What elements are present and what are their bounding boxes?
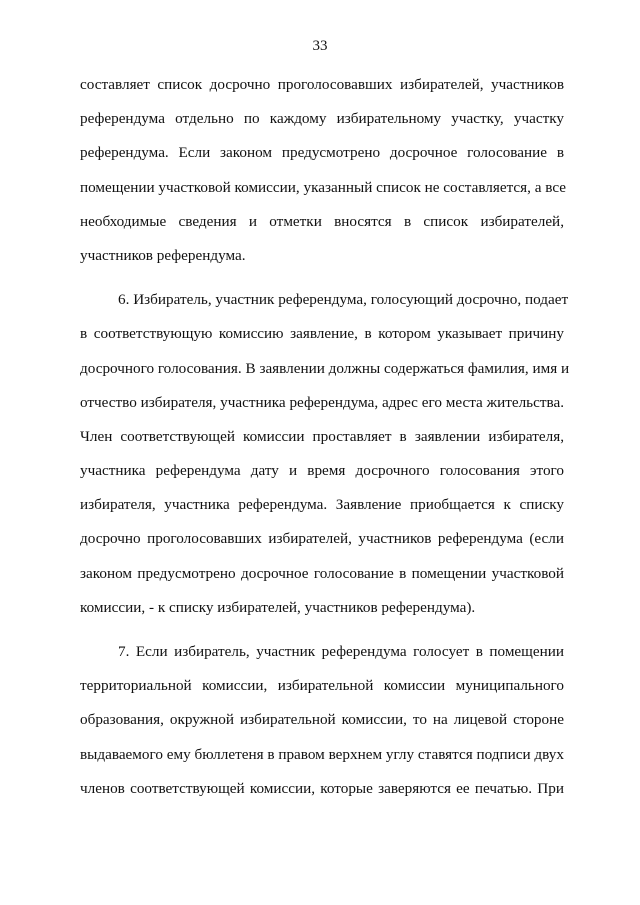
text-line: участника референдума дату и время досрочного голосования этого xyxy=(80,462,564,480)
text-line: законом предусмотрено досрочное голосование в помещении участковой xyxy=(80,564,564,582)
text-line: 6. Избиратель, участник референдума, голосующий досрочно, подает xyxy=(118,291,569,309)
paragraph-6 xyxy=(80,283,570,625)
text-line: необходимые сведения и отметки вносятся в список избирателей, xyxy=(80,212,564,230)
text-line: отчество избирателя, участника референдума, адрес его места жительства. xyxy=(80,393,564,411)
paragraph-1 xyxy=(80,68,567,273)
text-line: комиссии, - к списку избирателей, участников референдума). xyxy=(80,598,476,616)
text-line: территориальной комиссии, избирательной комиссии муниципального xyxy=(80,677,564,695)
text-line: референдума. Если законом предусмотрено досрочное голосование в xyxy=(80,144,564,162)
text-line: образования, окружной избирательной комиссии, то на лицевой стороне xyxy=(80,711,564,729)
text-line: участников референдума. xyxy=(80,246,246,264)
text-line: членов соответствующей комиссии, которые заверяются ее печатью. При xyxy=(80,779,564,797)
text-line: составляет список досрочно проголосовавших избирателей, участников xyxy=(80,76,564,93)
text-line: Член соответствующей комиссии проставляет в заявлении избирателя, xyxy=(80,427,564,445)
text-line: помещении участковой комиссии, указанный список не составляется, а все xyxy=(80,178,567,196)
text-line: референдума отдельно по каждому избирательному участку, участку xyxy=(80,110,564,128)
text-line: 7. Если избиратель, участник референдума голосует в помещении xyxy=(118,643,564,660)
text-line: выдаваемого ему бюллетеня в правом верхнем углу ставятся подписи двух xyxy=(80,745,564,763)
page-number: 33 xyxy=(312,38,328,54)
text-line: досрочно проголосовавших избирателей, участников референдума (если xyxy=(80,530,564,548)
text-line: избирателя, участника референдума. Заявление приобщается к списку xyxy=(80,496,564,514)
paragraph-7 xyxy=(80,635,564,806)
text-line: досрочного голосования. В заявлении должны содержаться фамилия, имя и xyxy=(80,359,570,377)
text-line: в соответствующую комиссию заявление, в котором указывает причину xyxy=(80,325,564,343)
document-body xyxy=(80,68,570,806)
